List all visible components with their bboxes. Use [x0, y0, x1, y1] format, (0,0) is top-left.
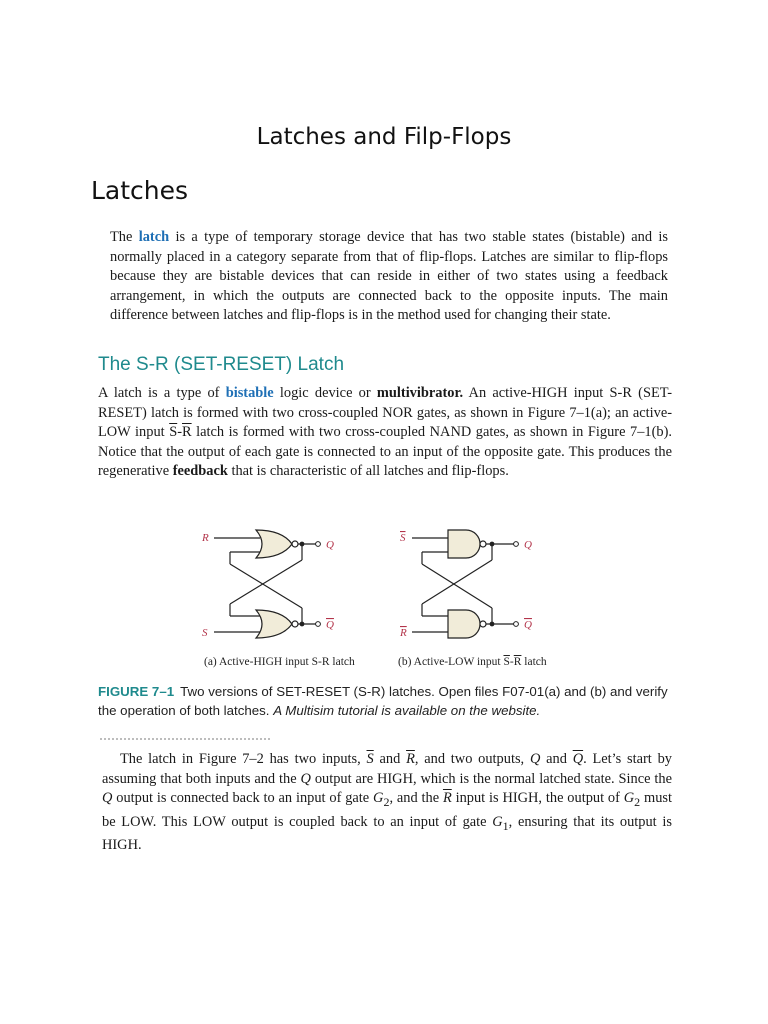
dash-symbol: -	[177, 424, 182, 441]
q-bar-terminal-b	[514, 622, 519, 627]
label-s-a: S	[202, 627, 208, 639]
bp-r-bar: $\overline{R}$	[406, 751, 415, 767]
junction-dot-a-top	[300, 542, 305, 547]
sub-caption-b-post: latch	[521, 656, 547, 668]
intro-text-1: The	[110, 229, 139, 245]
junction-dot-b-top	[490, 542, 495, 547]
sub-caption-a: (a) Active-HIGH input S-R latch	[204, 656, 355, 668]
figure-number: FIGURE 7–1	[98, 684, 175, 699]
label-q-bar-a: Q	[326, 619, 334, 631]
nand-bubble-bottom	[480, 621, 486, 627]
bp-t7: output is connected back to an input of gate	[112, 790, 374, 807]
label-r-bar-b: R	[400, 627, 407, 639]
latch-diagram	[190, 528, 570, 648]
nand-latch-diagram	[412, 530, 516, 638]
q-terminal-a	[316, 542, 321, 547]
latch-operation-paragraph	[102, 750, 672, 856]
r-bar-symbol: $\overline{R}$	[182, 424, 192, 441]
sr-text-5: that is characteristic of all latches and flip-flops.	[227, 463, 509, 480]
label-q-b: Q	[524, 539, 532, 551]
bp-t8: , and the	[389, 790, 443, 807]
bp-q: Q	[529, 751, 541, 767]
bp-g2b-sub: 2	[634, 795, 641, 810]
junction-dot-a-bottom	[300, 622, 305, 627]
fb-b-cross-2	[422, 564, 492, 608]
multivibrator-keyword: multivibrator.	[376, 385, 464, 401]
q-bar-terminal-a	[316, 622, 321, 627]
fb-cross-1	[230, 560, 302, 604]
nand-bubble-top	[480, 541, 486, 547]
bp-t1: The latch in Figure 7–2 has two inputs,	[120, 751, 367, 767]
intro-text-2: is a type of temporary storage device that has two stable states (bistable) and is normally placed in a category separate from that of flip-flops. Latches are similar to flip-flops because they are bistable devices that can reside in either of two states using a feedback arrangement, in which the outputs are connected back to the opposite inputs. The main difference between latches and flip-flops is in the method used for changing their state.	[110, 229, 668, 324]
figure-caption	[98, 683, 678, 720]
label-r-a: R	[202, 532, 209, 544]
label-q-a: Q	[326, 539, 334, 551]
sr-text-4: latch is formed with two cross-coupled NAND gates, as shown in Figure 7–1(b). Notice that the output of each gate is connected to an input of the opposite gate. This produces the regenerative	[98, 424, 672, 480]
junction-dot-b-bottom	[490, 622, 495, 627]
fb-b-cross-1	[422, 560, 492, 604]
figure-caption-italic: A Multisim tutorial is available on the website.	[273, 702, 541, 718]
sr-latch-paragraph	[98, 384, 672, 482]
bp-q2: Q	[300, 770, 311, 787]
s-bar-symbol: $\overline{S}$	[169, 424, 178, 441]
latch-keyword: latch	[138, 229, 170, 245]
sr-text-3: An active-HIGH input S-R (SET-RESET) latch is formed with two cross-coupled NOR gates, as shown in Figure 7–1(a); an active-LOW input	[98, 385, 672, 441]
sub-caption-b-r: $\overline{R}$	[513, 656, 522, 668]
nand-gate-top	[448, 530, 480, 558]
bp-t11: , ensuring that its output is HIGH.	[102, 813, 672, 854]
label-q-bar-b: Q	[524, 619, 532, 631]
intro-paragraph	[110, 228, 668, 326]
bp-g2: G	[373, 790, 384, 807]
sub-caption-b-dash: -	[509, 656, 514, 668]
bp-r-bar2: $\overline{R}$	[442, 790, 452, 807]
nor-bubble-bottom	[292, 621, 298, 627]
bp-t2: and	[373, 751, 407, 767]
bp-t4: and	[540, 751, 573, 767]
bp-t5: . Let’s start by assuming that both inputs and the	[102, 751, 672, 787]
feedback-keyword: feedback	[172, 463, 228, 480]
sr-latch-heading: The S-R (SET-RESET) Latch	[98, 354, 345, 375]
cut-off-text-remnant	[100, 738, 270, 746]
sub-caption-b	[398, 656, 547, 668]
sr-text-2: logic device or	[273, 385, 377, 401]
bp-t10: must be LOW. This LOW output is coupled back to an input of gate	[102, 790, 673, 830]
bp-g1: G	[492, 813, 503, 830]
section-heading-latches: Latches	[91, 176, 189, 205]
nand-gate-bottom	[448, 610, 480, 638]
label-s-bar-b: S	[400, 532, 406, 544]
bp-s-bar: $\overline{S}$	[366, 751, 374, 767]
fb-cross-2	[230, 564, 302, 608]
q-terminal-b	[514, 542, 519, 547]
nor-gate-top	[256, 530, 292, 558]
bp-g2b: G	[623, 790, 635, 807]
bp-q3: Q	[102, 790, 113, 807]
bp-q-bar: $\overline{Q}$	[572, 751, 584, 767]
bp-g1-sub: 1	[502, 818, 509, 833]
sub-caption-b-pre: (b) Active-LOW input	[398, 656, 504, 668]
latch-diagram-svg	[190, 528, 570, 648]
bp-t6: output are HIGH, which is the normal latched state. Since the	[310, 770, 672, 787]
figure-caption-text: Two versions of SET-RESET (S-R) latches. Open files F07-01(a) and (b) and verify the operation of both latches.	[98, 684, 668, 718]
document-title: Latches and Filp-Flops	[256, 124, 512, 150]
sub-caption-b-s: $\overline{S}$	[503, 656, 510, 668]
sr-text-1: A latch is a type of	[98, 385, 226, 401]
nor-gate-bottom	[256, 610, 292, 638]
bp-t9: input is HIGH, the output of	[451, 790, 624, 807]
nor-bubble-top	[292, 541, 298, 547]
bp-g2-sub: 2	[383, 795, 390, 810]
bp-t3: , and two outputs,	[414, 751, 530, 767]
bistable-keyword: bistable	[225, 385, 274, 401]
